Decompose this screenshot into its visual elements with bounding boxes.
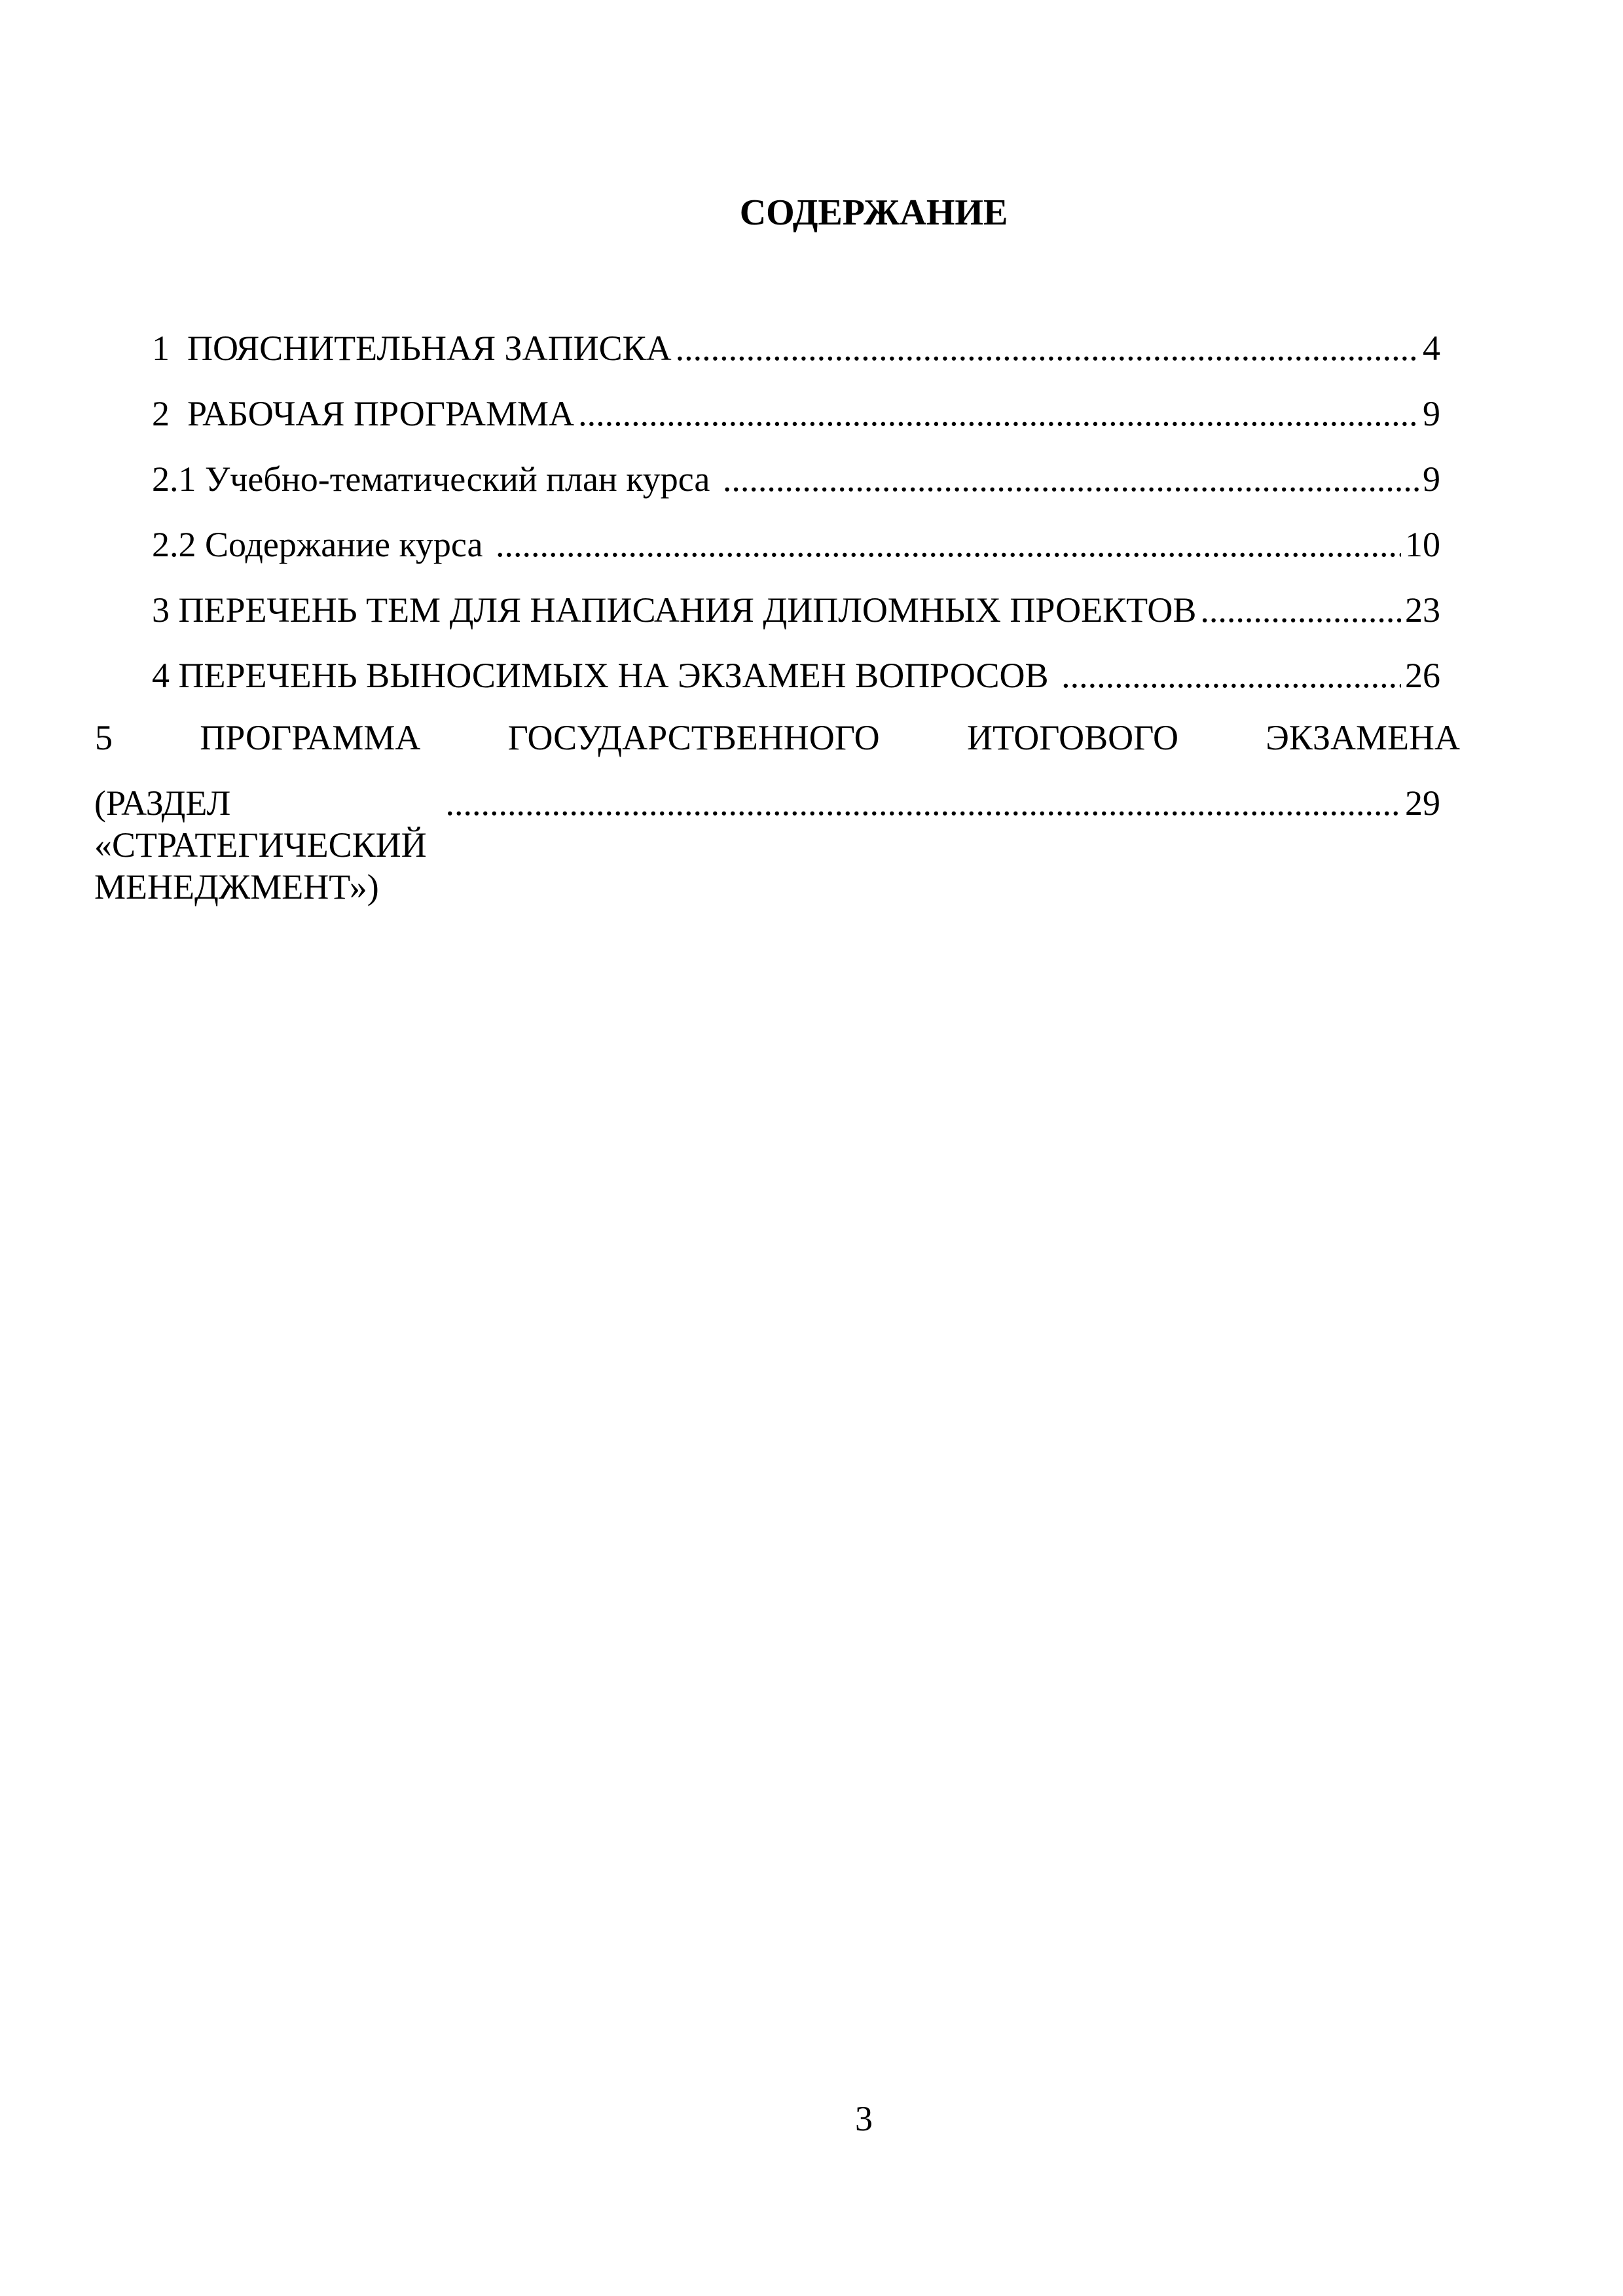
page-number: 3 xyxy=(855,2099,873,2138)
toc-entry-page: 10 xyxy=(1405,525,1440,564)
toc-entry-text: 2.2 Содержание курса xyxy=(152,525,492,564)
toc-entry-page: 9 xyxy=(1423,394,1440,433)
toc-entry-text: 2.1 Учебно-тематический план курса xyxy=(152,459,719,499)
toc-entry-page: 23 xyxy=(1405,590,1440,630)
toc-entry-5-line1[interactable]: 5 ПРОГРАММА ГОСУДАРСТВЕННОГО ИТОГОВОГО ЭКЗАМЕНА xyxy=(95,718,1460,757)
toc-entry-text: 1 ПОЯСНИТЕЛЬНАЯ ЗАПИСКА xyxy=(152,329,672,368)
toc-entry-4[interactable] xyxy=(152,655,1440,696)
toc-entry-page: 4 xyxy=(1423,329,1440,368)
dot-leader xyxy=(676,327,1419,369)
dot-leader xyxy=(1061,655,1401,696)
toc-entry-page: 26 xyxy=(1405,656,1440,695)
dot-leader xyxy=(578,393,1419,435)
toc-entry-text: 2 РАБОЧАЯ ПРОГРАММА xyxy=(152,394,575,433)
toc-entry-page: 29 xyxy=(1405,783,1440,823)
toc-entry-text: 3 ПЕРЕЧЕНЬ ТЕМ ДЛЯ НАПИСАНИЯ ДИПЛОМНЫХ ПРОЕКТОВ xyxy=(152,590,1197,630)
dot-leader xyxy=(446,782,1401,824)
toc-entry-3[interactable] xyxy=(152,589,1440,631)
dot-leader xyxy=(723,458,1419,500)
dot-leader xyxy=(1200,589,1401,631)
toc-entry-5-line2[interactable] xyxy=(94,782,1440,908)
toc-entry-text: (РАЗДЕЛ «СТРАТЕГИЧЕСКИЙ МЕНЕДЖМЕНТ») xyxy=(94,783,427,906)
toc-entry-2-1[interactable] xyxy=(152,458,1440,500)
toc-entry-2-2[interactable] xyxy=(152,524,1440,565)
toc-entry-text: 4 ПЕРЕЧЕНЬ ВЫНОСИМЫХ НА ЭКЗАМЕН ВОПРОСОВ xyxy=(152,656,1058,695)
dot-leader xyxy=(496,524,1401,565)
toc-entry-page: 9 xyxy=(1423,459,1440,499)
toc-entry-2[interactable] xyxy=(152,393,1440,435)
toc-entry-1[interactable] xyxy=(152,327,1440,369)
document-title: СОДЕРЖАНИЕ xyxy=(739,192,1008,233)
